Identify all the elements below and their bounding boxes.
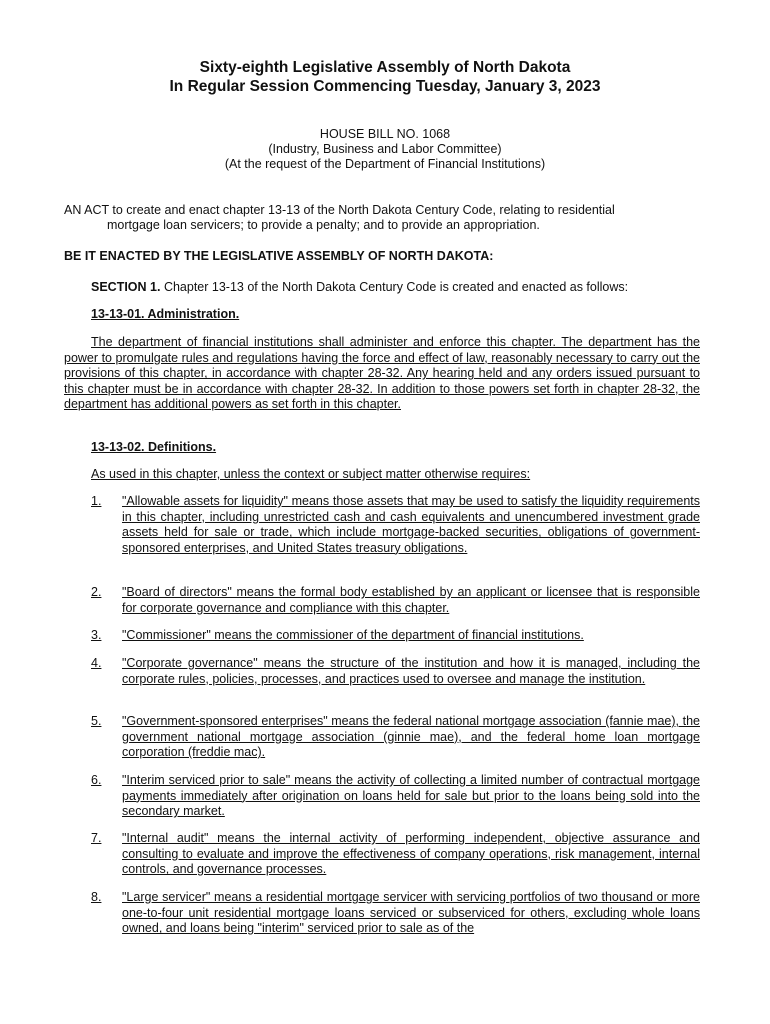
committee-line: (Industry, Business and Labor Committee) <box>268 142 502 156</box>
definition-number: 7. <box>91 831 102 845</box>
definition-text: "Commissioner" means the commissioner of the department of financial institutions. <box>122 628 584 642</box>
definition-text: "Board of directors" means the formal body established by an applicant or licensee that is responsible for corporate governance and compliance with this chapter. <box>122 585 700 615</box>
act-title-line1: AN ACT to create and enact chapter 13-13 of the North Dakota Century Code, relating to residential <box>64 203 615 217</box>
definition-text: "Interim serviced prior to sale" means the activity of collecting a limited number of contractual mortgage payments immediately after origination on loans held for sale but prior to the loans being sold into the secondary market. <box>122 773 700 819</box>
definition-text: "Allowable assets for liquidity" means those assets that may be used to satisfy the liquidity requirements in this chapter, including unrestricted cash and cash equivalents and unencumbered investment grade assets held for sale or trade, which include mortgage-backed securities, obligations of government-sponsored enterprises, and United States treasury obligations. <box>122 494 700 555</box>
definition-number: 3. <box>91 628 102 642</box>
definition-number: 6. <box>91 773 102 787</box>
definition-number: 4. <box>91 656 102 670</box>
act-title-line2: mortgage loan servicers; to provide a penalty; and to provide an appropriation. <box>107 218 540 232</box>
definition-text: "Internal audit" means the internal activity of performing independent, objective assurance and consulting to evaluate and improve the effectiveness of company operations, risk management, internal controls, and governance processes. <box>122 831 700 877</box>
administration-body: The department of financial institutions shall administer and enforce this chapter. The department has the power to promulgate rules and regulations having the force and effect of law, reasonably necessary to carry out the provisions of this chapter, in accordance with chapter 28-32. Any hearing held and any orders issued pursuant to this chapter must be in accordance with chapter 28-32. In addition to those powers set forth in chapter 28-32, the department has additional powers as set forth in this chapter. <box>64 335 700 412</box>
session-title: In Regular Session Commencing Tuesday, January 3, 2023 <box>169 78 601 95</box>
enacting-clause: BE IT ENACTED BY THE LEGISLATIVE ASSEMBLY OF NORTH DAKOTA: <box>64 249 494 263</box>
section-1-text: Chapter 13-13 of the North Dakota Century Code is created and enacted as follows: <box>160 280 629 294</box>
definition-number: 5. <box>91 714 102 728</box>
definition-text: "Large servicer" means a residential mortgage servicer with servicing portfolios of two thousand or more one-to-four unit residential mortgage loans serviced or subserviced for others, excluding whole loans owned, and loans being "interim" serviced prior to sale as of the <box>122 890 700 936</box>
definition-number: 8. <box>91 890 102 904</box>
definitions-intro: As used in this chapter, unless the context or subject matter otherwise requires: <box>91 467 531 481</box>
assembly-title: Sixty-eighth Legislative Assembly of North Dakota <box>199 59 571 76</box>
administration-heading: 13-13-01. Administration. <box>91 307 240 321</box>
definitions-heading: 13-13-02. Definitions. <box>91 440 217 454</box>
section-1 <box>91 280 700 296</box>
bill-number: HOUSE BILL NO. 1068 <box>319 127 451 141</box>
section-1-label: SECTION 1. <box>91 280 161 294</box>
request-line: (At the request of the Department of Financial Institutions) <box>224 157 546 171</box>
definition-text: "Corporate governance" means the structure of the institution and how it is managed, including the corporate rules, policies, processes, and practices used to oversee and manage the institution. <box>122 656 700 686</box>
definition-number: 2. <box>91 585 102 599</box>
definition-text: "Government-sponsored enterprises" means the federal national mortgage association (fannie mae), the government national mortgage association (ginnie mae), and the federal home loan mortgage corporation (freddie mac). <box>122 714 700 760</box>
definition-number: 1. <box>91 494 102 508</box>
